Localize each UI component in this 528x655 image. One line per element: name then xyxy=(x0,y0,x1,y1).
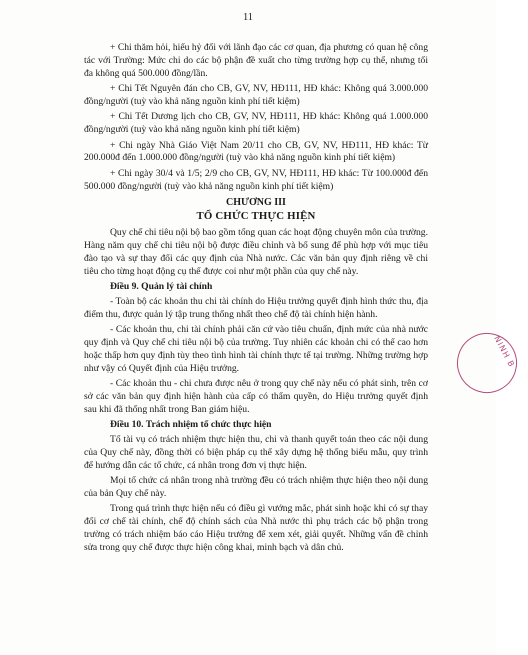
paragraph-teachers-day: + Chi ngày Nhà Giáo Việt Nam 20/11 cho CB, GV, NV, HĐ111, HĐ khác: Từ 200.000đ đến 1.000.000 đồng/người (tuỳ vào khả năng nguồn kinh phí tiết kiệm) xyxy=(84,139,428,164)
paragraph-holidays: + Chi ngày 30/4 và 1/5; 2/9 cho CB, GV, NV, HĐ111, HĐ khác: Từ 100.000đ đến 500.000 đồng/người (tuỳ vào khả năng nguồn kinh phí tiết kiệm) xyxy=(84,167,428,192)
document-body xyxy=(84,42,428,557)
article-9-paragraph: - Toàn bộ các khoản thu chi tài chính do Hiệu trưởng quyết định hình thức thu, địa điểm thu, được quản lý tập trung thống nhất theo chế độ tài chính hiện hành. xyxy=(84,295,428,320)
article-9-heading: Điều 9. Quản lý tài chính xyxy=(110,280,213,292)
paragraph-lunar-new-year: + Chi Tết Nguyên đán cho CB, GV, NV, HĐ111, HĐ khác: Không quá 3.000.000 đồng/người (tuỳ vào khả năng nguồn kinh phí tiết kiệm) xyxy=(84,83,428,108)
official-seal-stamp xyxy=(446,322,527,403)
article-10-paragraph: Mọi tổ chức cá nhân trong nhà trường đều có trách nhiệm thực hiện theo nội dung của bản Quy chế này. xyxy=(84,475,428,500)
paragraph-new-year: + Chi Tết Dương lịch cho CB, GV, NV, HĐ111, HĐ khác: Không quá 1.000.000 đồng/người (tuỳ vào khả năng nguồn kinh phí tiết kiệm) xyxy=(84,111,428,136)
page-number: 11 xyxy=(242,12,254,23)
chapter-title: TỔ CHỨC THỰC HIỆN xyxy=(196,209,316,222)
paragraph-condolence: + Chi thăm hỏi, hiếu hỷ đối với lãnh đạo các cơ quan, địa phương có quan hệ công tác với Trường: Mức chi do các bộ phận đề xuất cho từng trường hợp cụ thể, nhưng tối đa không quá 500.000 đồng/lần. xyxy=(84,42,428,79)
article-10-paragraph: Trong quá trình thực hiện nếu có điều gì vướng mắc, phát sinh hoặc khi có sự thay đổi cơ chế tài chính, chế độ chính sách của Nhà nước thì phụ trách các bộ phận trong trường có trách nhiệm báo cáo Hiệu trưởng để xem xét, giải quyết. Những vấn đề chỉnh sửa trong quy chế được thực hiện công khai, minh bạch và dân chủ. xyxy=(84,503,428,554)
article-9-paragraph: - Các khoản thu, chi tài chính phải căn cứ vào tiêu chuẩn, định mức của nhà nước quy định và Quy chế chi tiêu nội bộ của trường. Tuy nhiên các khoản chi có thể cao hơn hoặc thấp hơn quy định tùy theo tình hình tài chính thực tế tại trường. Những trường hợp như vậy có Quyết định của Hiệu trưởng. xyxy=(84,324,428,374)
stamp-text: NINH B xyxy=(492,334,517,370)
article-9-paragraph: - Các khoản thu - chi chưa được nêu ở trong quy chế này nếu có phát sinh, trên cơ sở các văn bản quy định hiện hành của cấp có thẩm quyền, do Hiệu trưởng quyết định sau khi đã thống nhất trong Ban giám hiệu. xyxy=(84,378,428,415)
article-10-heading: Điều 10. Trách nhiệm tổ chức thực hiện xyxy=(110,419,272,431)
chapter-intro: Quy chế chi tiêu nội bộ bao gồm tổng quan các hoạt động chuyên môn của trường. Hàng năm quy chế chi tiêu nội bộ được điều chỉnh và bổ sung để phù hợp với mục tiêu đào tạo và sự thay đổi các quy định của Nhà nước. Các văn bản quy định riêng về chi tiêu cho từng hoạt động cụ thể được coi như một phần của quy chế này. xyxy=(84,226,428,277)
article-10-paragraph: Tổ tài vụ có trách nhiệm thực hiện thu, chi và thanh quyết toán theo các nội dung của Quy chế này, đồng thời có biện pháp cụ thể xây dựng hệ thống biểu mẫu, quy trình để hướng dẫn các tổ chức, cá nhân trong đơn vị thực hiện. xyxy=(84,434,428,471)
chapter-number: CHƯƠNG III xyxy=(226,196,286,208)
